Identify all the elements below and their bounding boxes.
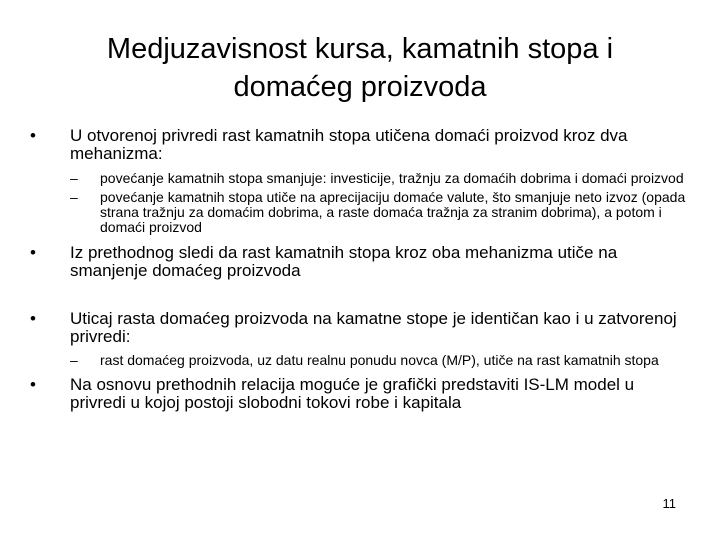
bullet-4: [30, 376, 690, 412]
bullet-marker: •: [30, 375, 36, 394]
slide-title: [40, 30, 680, 106]
page-number: 11: [662, 496, 676, 511]
bullet-marker: •: [30, 243, 36, 262]
bullet-1-text: U otvorenoj privredi rast kamatnih stopa utičena domaći proizvod kroz dva mehanizma:: [70, 126, 628, 163]
bullet-3-sub-1-text: rast domaćeg proizvoda, uz datu realnu ponudu novca (M/P), utiče na rast kamatnih stopa: [100, 352, 659, 368]
slide-title-line-1: Medjuzavisnost kursa, kamatnih stopa i: [106, 33, 614, 65]
dash-marker: –: [70, 352, 78, 368]
bullet-4-text: Na osnovu prethodnih relacija moguće je grafički predstaviti IS-LM model u privredi u kojoj postoji slobodni tokovi robe i kapitala: [70, 375, 635, 412]
bullet-2-text: Iz prethodnog sledi da rast kamatnih stopa kroz oba mehanizma utiče na smanjenje domaćeg proizvoda: [70, 243, 618, 280]
bullet-1-sub-2-text: povećanje kamatnih stopa utiče na aprecijaciju domaće valute, što smanjuje neto izvoz (opada strana tražnju za domaćim dobrima, a raste domaća tražnja za stranim dobrima), a potom i domaći proizvod: [100, 189, 686, 235]
bullet-1-sub-1: [30, 171, 690, 186]
bullet-3-text: Uticaj rasta domaćeg proizvoda na kamatne stope je identičan kao i u zatvorenoj privredi:: [70, 309, 677, 346]
bullet-2: [30, 244, 690, 280]
bullet-marker: •: [30, 309, 36, 328]
bullet-3-sub-1: [30, 353, 690, 368]
dash-marker: –: [70, 170, 78, 186]
bullet-3: [30, 310, 690, 346]
bullet-1: [30, 127, 690, 163]
slide-title-line-2: domaćeg proizvoda: [233, 71, 487, 103]
dash-marker: –: [70, 189, 78, 205]
bullet-marker: •: [30, 126, 36, 145]
bullet-1-sub-2: [30, 190, 690, 235]
slide-body: [30, 127, 690, 412]
bullet-1-sub-1-text: povećanje kamatnih stopa smanjuje: investicije, tražnju za domaćih dobrima i domaći proizvod: [100, 170, 684, 186]
